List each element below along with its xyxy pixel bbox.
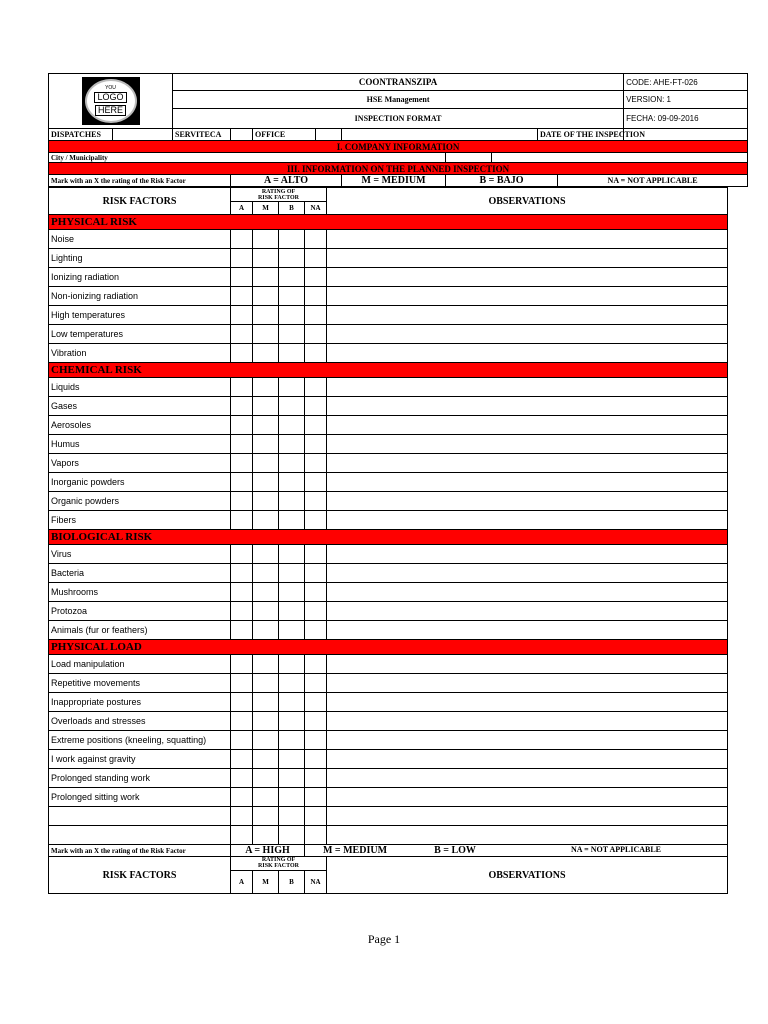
risk-item-label: Extreme positions (kneeling, squatting) — [49, 731, 231, 750]
risk-item-row — [49, 230, 728, 249]
rating-cell-na[interactable] — [305, 731, 327, 750]
rating-cell-m[interactable] — [253, 230, 279, 249]
office-field[interactable] — [316, 129, 342, 141]
rating-cell-na[interactable] — [305, 788, 327, 807]
risk-item-row — [49, 655, 728, 674]
observation-cell[interactable] — [327, 655, 728, 674]
rating-cell-m[interactable] — [253, 807, 279, 826]
rating-cell-na[interactable] — [305, 416, 327, 435]
observation-cell[interactable] — [327, 287, 728, 306]
rating-cell-m[interactable] — [253, 511, 279, 530]
rating-cell-a[interactable] — [231, 416, 253, 435]
section-header-row — [49, 640, 728, 655]
risk-item-label: Prolonged standing work — [49, 769, 231, 788]
observations-header-bottom: OBSERVATIONS — [327, 857, 728, 894]
rating-cell-m[interactable] — [253, 674, 279, 693]
observation-cell[interactable] — [327, 564, 728, 583]
risk-item-label: Aerosoles — [49, 416, 231, 435]
rating-cell-na[interactable] — [305, 826, 327, 845]
observation-cell[interactable] — [327, 826, 728, 845]
rating-cell-na[interactable] — [305, 769, 327, 788]
legend-bottom-rest — [305, 845, 728, 857]
col-a-header: A — [231, 202, 253, 215]
observation-cell[interactable] — [327, 712, 728, 731]
observation-cell[interactable] — [327, 674, 728, 693]
rating-cell-na[interactable] — [305, 378, 327, 397]
rating-cell-m[interactable] — [253, 416, 279, 435]
risk-item-label: Overloads and stresses — [49, 712, 231, 731]
logo-line2: HERE — [95, 105, 126, 116]
rating-cell-b[interactable] — [279, 344, 305, 363]
risk-item-row — [49, 769, 728, 788]
rating-cell-b[interactable] — [279, 378, 305, 397]
rating-cell-m[interactable] — [253, 693, 279, 712]
office-label: OFFICE — [253, 129, 316, 141]
observation-cell[interactable] — [327, 602, 728, 621]
legend-mark-text: Mark with an X the rating of the Risk Factor — [49, 175, 231, 187]
risk-item-label: Protozoa — [49, 602, 231, 621]
risk-item-row — [49, 750, 728, 769]
rating-cell-m[interactable] — [253, 287, 279, 306]
risk-item-label — [49, 826, 231, 845]
observation-cell[interactable] — [327, 693, 728, 712]
rating-header — [231, 188, 327, 202]
rating-cell-na[interactable] — [305, 750, 327, 769]
risk-item-row — [49, 344, 728, 363]
city-field[interactable] — [446, 153, 492, 163]
rating-cell-b[interactable] — [279, 473, 305, 492]
risk-item-label: Vibration — [49, 344, 231, 363]
company-info-header: I. COMPANY INFORMATION — [49, 141, 748, 153]
col-na-header-bottom: NA — [305, 870, 327, 893]
legend-bottom-b: B = LOW — [434, 845, 476, 856]
form-date: FECHA: 09-09-2016 — [624, 108, 748, 128]
inspection-form — [48, 73, 727, 894]
dispatches-label: DISPATCHES — [49, 129, 113, 141]
rating-cell-na[interactable] — [305, 807, 327, 826]
rating-cell-m[interactable] — [253, 473, 279, 492]
rating-cell-a[interactable] — [231, 511, 253, 530]
rating-cell-b[interactable] — [279, 674, 305, 693]
risk-item-row — [49, 545, 728, 564]
risk-item-label: Gases — [49, 397, 231, 416]
rating-cell-na[interactable] — [305, 693, 327, 712]
rating-cell-b[interactable] — [279, 602, 305, 621]
city-label: City / Municipality — [49, 153, 446, 163]
risk-item-row — [49, 306, 728, 325]
risk-item-row — [49, 378, 728, 397]
rating-cell-b[interactable] — [279, 249, 305, 268]
risk-item-row — [49, 492, 728, 511]
col-m-header-bottom: M — [253, 870, 279, 893]
rating-cell-m[interactable] — [253, 621, 279, 640]
risk-item-row — [49, 511, 728, 530]
rating-cell-a[interactable] — [231, 621, 253, 640]
col-a-header-bottom: A — [231, 870, 253, 893]
risk-item-row — [49, 435, 728, 454]
col-b-header-bottom: B — [279, 870, 305, 893]
rating-cell-a[interactable] — [231, 492, 253, 511]
legend-bottom-na: NA = NOT APPLICABLE — [571, 845, 661, 854]
observation-cell[interactable] — [327, 249, 728, 268]
risk-item-label: Ionizing radiation — [49, 268, 231, 287]
observation-cell[interactable] — [327, 731, 728, 750]
rating-cell-na[interactable] — [305, 397, 327, 416]
rating-cell-b[interactable] — [279, 564, 305, 583]
risk-item-row — [49, 693, 728, 712]
planned-inspection-header: III. INFORMATION ON THE PLANNED INSPECTION — [49, 163, 748, 175]
rating-cell-b[interactable] — [279, 621, 305, 640]
rating-cell-m[interactable] — [253, 788, 279, 807]
risk-item-row — [49, 621, 728, 640]
rating-cell-na[interactable] — [305, 325, 327, 344]
rating-cell-a[interactable] — [231, 712, 253, 731]
rating-cell-a[interactable] — [231, 344, 253, 363]
rating-cell-a[interactable] — [231, 268, 253, 287]
risk-item-row — [49, 416, 728, 435]
risk-item-label: Noise — [49, 230, 231, 249]
rating-cell-b[interactable] — [279, 325, 305, 344]
section-title: PHYSICAL LOAD — [49, 640, 728, 655]
risk-item-row — [49, 807, 728, 826]
rating-cell-a[interactable] — [231, 397, 253, 416]
rating-cell-a[interactable] — [231, 473, 253, 492]
form-version: VERSION: 1 — [624, 91, 748, 108]
rating-cell-m[interactable] — [253, 435, 279, 454]
observation-cell[interactable] — [327, 545, 728, 564]
risk-item-row — [49, 397, 728, 416]
observation-cell[interactable] — [327, 435, 728, 454]
observations-header: OBSERVATIONS — [327, 188, 728, 215]
rating-cell-na[interactable] — [305, 344, 327, 363]
section-header-row — [49, 363, 728, 378]
risk-item-label: Inappropriate postures — [49, 693, 231, 712]
risk-item-row — [49, 602, 728, 621]
rating-cell-na[interactable] — [305, 454, 327, 473]
risk-item-label: High temperatures — [49, 306, 231, 325]
logo-image — [82, 77, 140, 125]
rating-cell-a[interactable] — [231, 750, 253, 769]
section-header-row — [49, 215, 728, 230]
rating-cell-na[interactable] — [305, 564, 327, 583]
rating-cell-m[interactable] — [253, 492, 279, 511]
legend-m: M = MEDIUM — [342, 175, 446, 187]
rating-cell-m[interactable] — [253, 602, 279, 621]
risk-item-label: I work against gravity — [49, 750, 231, 769]
company-name: COONTRANSZIPA — [173, 74, 624, 91]
rating-cell-b[interactable] — [279, 731, 305, 750]
risk-item-label: Virus — [49, 545, 231, 564]
blank-info-cell[interactable] — [342, 129, 538, 141]
rating-cell-m[interactable] — [253, 268, 279, 287]
risk-item-row — [49, 788, 728, 807]
observation-cell[interactable] — [327, 397, 728, 416]
rating-cell-b[interactable] — [279, 268, 305, 287]
rating-cell-na[interactable] — [305, 287, 327, 306]
rating-cell-a[interactable] — [231, 564, 253, 583]
rating-cell-m[interactable] — [253, 564, 279, 583]
department-name: HSE Management — [173, 91, 624, 108]
risk-item-row — [49, 249, 728, 268]
rating-cell-na[interactable] — [305, 435, 327, 454]
risk-item-label: Vapors — [49, 454, 231, 473]
col-na-header: NA — [305, 202, 327, 215]
risk-item-row — [49, 712, 728, 731]
rating-cell-na[interactable] — [305, 511, 327, 530]
rating-cell-na[interactable] — [305, 674, 327, 693]
rating-cell-m[interactable] — [253, 826, 279, 845]
rating-cell-a[interactable] — [231, 306, 253, 325]
rating-cell-na[interactable] — [305, 655, 327, 674]
legend-a: A = ALTO — [231, 175, 342, 187]
observation-cell[interactable] — [327, 268, 728, 287]
rating-cell-b[interactable] — [279, 397, 305, 416]
rating-cell-na[interactable] — [305, 712, 327, 731]
risk-item-label: Load manipulation — [49, 655, 231, 674]
rating-cell-na[interactable] — [305, 249, 327, 268]
risk-item-row — [49, 325, 728, 344]
risk-item-row — [49, 454, 728, 473]
rating-cell-na[interactable] — [305, 545, 327, 564]
rating-cell-a[interactable] — [231, 287, 253, 306]
rating-cell-na[interactable] — [305, 473, 327, 492]
legend-bottom-m: M = MEDIUM — [322, 845, 388, 856]
rating-cell-na[interactable] — [305, 306, 327, 325]
observation-cell[interactable] — [327, 807, 728, 826]
observation-cell[interactable] — [327, 511, 728, 530]
rating-cell-na[interactable] — [305, 230, 327, 249]
risk-item-label: Non-ionizing radiation — [49, 287, 231, 306]
serviteca-label: SERVITECA — [173, 129, 231, 141]
rating-cell-m[interactable] — [253, 731, 279, 750]
risk-item-label: Low temperatures — [49, 325, 231, 344]
observation-cell[interactable] — [327, 378, 728, 397]
legend-na: NA = NOT APPLICABLE — [558, 175, 748, 187]
rating-cell-b[interactable] — [279, 712, 305, 731]
form-title: INSPECTION FORMAT — [173, 108, 624, 128]
rating-cell-m[interactable] — [253, 397, 279, 416]
rating-cell-na[interactable] — [305, 268, 327, 287]
rating-cell-a[interactable] — [231, 674, 253, 693]
rating-cell-m[interactable] — [253, 454, 279, 473]
observation-cell[interactable] — [327, 769, 728, 788]
rating-cell-na[interactable] — [305, 492, 327, 511]
risk-item-row — [49, 731, 728, 750]
rating-cell-m[interactable] — [253, 712, 279, 731]
rating-cell-m[interactable] — [253, 769, 279, 788]
risk-item-label: Prolonged sitting work — [49, 788, 231, 807]
col-b-header: B — [279, 202, 305, 215]
observation-cell[interactable] — [327, 416, 728, 435]
observation-cell[interactable] — [327, 492, 728, 511]
observation-cell[interactable] — [327, 230, 728, 249]
risk-item-label: Lighting — [49, 249, 231, 268]
rating-header-line2: RISK FACTOR — [258, 194, 299, 201]
risk-item-label: Organic powders — [49, 492, 231, 511]
observation-cell[interactable] — [327, 788, 728, 807]
observation-cell[interactable] — [327, 454, 728, 473]
rating-cell-a[interactable] — [231, 378, 253, 397]
rating-cell-a[interactable] — [231, 693, 253, 712]
rating-cell-b[interactable] — [279, 511, 305, 530]
rating-cell-m[interactable] — [253, 325, 279, 344]
rating-cell-a[interactable] — [231, 807, 253, 826]
risk-item-row — [49, 583, 728, 602]
rating-cell-m[interactable] — [253, 378, 279, 397]
risk-item-row — [49, 674, 728, 693]
rating-cell-b[interactable] — [279, 807, 305, 826]
risk-item-label: Inorganic powders — [49, 473, 231, 492]
rating-cell-a[interactable] — [231, 230, 253, 249]
city-blank — [492, 153, 748, 163]
rating-cell-b[interactable] — [279, 750, 305, 769]
serviteca-field[interactable] — [231, 129, 253, 141]
rating-header-bottom-line1: RATING OF — [261, 857, 296, 864]
risk-factors-header-bottom: RISK FACTORS — [49, 857, 231, 894]
rating-cell-m[interactable] — [253, 344, 279, 363]
rating-cell-a[interactable] — [231, 249, 253, 268]
rating-cell-b[interactable] — [279, 826, 305, 845]
risk-factors-header: RISK FACTORS — [49, 188, 231, 215]
risk-item-row — [49, 287, 728, 306]
observation-cell[interactable] — [327, 306, 728, 325]
observation-cell[interactable] — [327, 621, 728, 640]
rating-cell-a[interactable] — [231, 325, 253, 344]
observation-cell[interactable] — [327, 750, 728, 769]
legend-bottom-mark: Mark with an X the rating of the Risk Factor — [49, 845, 231, 857]
observation-cell[interactable] — [327, 325, 728, 344]
section-title: BIOLOGICAL RISK — [49, 530, 728, 545]
rating-cell-m[interactable] — [253, 655, 279, 674]
risk-item-row — [49, 564, 728, 583]
rating-cell-a[interactable] — [231, 454, 253, 473]
rating-cell-a[interactable] — [231, 545, 253, 564]
form-table — [48, 73, 748, 187]
rating-cell-a[interactable] — [231, 655, 253, 674]
logo-you-text: YOU — [105, 84, 116, 91]
risk-item-label: Repetitive movements — [49, 674, 231, 693]
observation-cell[interactable] — [327, 473, 728, 492]
section-title: PHYSICAL RISK — [49, 215, 728, 230]
rating-cell-b[interactable] — [279, 435, 305, 454]
section-header-row — [49, 530, 728, 545]
risk-item-label: Mushrooms — [49, 583, 231, 602]
risk-table — [48, 187, 728, 894]
risk-item-label: Bacteria — [49, 564, 231, 583]
rating-header-bottom — [231, 857, 327, 871]
rating-cell-a[interactable] — [231, 435, 253, 454]
risk-item-label — [49, 807, 231, 826]
logo-cell — [49, 74, 173, 129]
rating-cell-m[interactable] — [253, 306, 279, 325]
dispatches-field[interactable] — [113, 129, 173, 141]
rating-cell-m[interactable] — [253, 750, 279, 769]
rating-cell-a[interactable] — [231, 731, 253, 750]
legend-bottom-a: A = HIGH — [231, 845, 305, 857]
rating-cell-na[interactable] — [305, 621, 327, 640]
rating-cell-b[interactable] — [279, 454, 305, 473]
risk-item-label: Humus — [49, 435, 231, 454]
risk-item-row — [49, 826, 728, 845]
risk-body — [49, 215, 728, 845]
inspection-date-label: DATE OF THE INSPECTION — [538, 129, 624, 141]
rating-cell-a[interactable] — [231, 583, 253, 602]
rating-cell-a[interactable] — [231, 602, 253, 621]
legend-b: B = BAJO — [446, 175, 558, 187]
col-m-header: M — [253, 202, 279, 215]
observation-cell[interactable] — [327, 583, 728, 602]
logo-line1: LOGO — [94, 92, 126, 103]
rating-cell-m[interactable] — [253, 545, 279, 564]
rating-cell-b[interactable] — [279, 545, 305, 564]
rating-cell-b[interactable] — [279, 306, 305, 325]
risk-item-label: Animals (fur or feathers) — [49, 621, 231, 640]
page-number: Page 1 — [367, 932, 401, 946]
rating-cell-b[interactable] — [279, 230, 305, 249]
risk-item-label: Fibers — [49, 511, 231, 530]
rating-cell-a[interactable] — [231, 788, 253, 807]
rating-cell-na[interactable] — [305, 602, 327, 621]
section-title: CHEMICAL RISK — [49, 363, 728, 378]
rating-cell-a[interactable] — [231, 826, 253, 845]
rating-cell-na[interactable] — [305, 583, 327, 602]
rating-header-bottom-line2: RISK FACTOR — [258, 863, 299, 870]
risk-item-row — [49, 473, 728, 492]
rating-cell-b[interactable] — [279, 583, 305, 602]
risk-item-label: Liquids — [49, 378, 231, 397]
rating-cell-b[interactable] — [279, 769, 305, 788]
rating-header-line1: RATING OF — [261, 188, 296, 195]
rating-cell-b[interactable] — [279, 492, 305, 511]
rating-cell-a[interactable] — [231, 769, 253, 788]
rating-cell-b[interactable] — [279, 693, 305, 712]
rating-cell-b[interactable] — [279, 655, 305, 674]
rating-cell-m[interactable] — [253, 249, 279, 268]
rating-cell-b[interactable] — [279, 416, 305, 435]
rating-cell-m[interactable] — [253, 583, 279, 602]
risk-item-row — [49, 268, 728, 287]
observation-cell[interactable] — [327, 344, 728, 363]
rating-cell-b[interactable] — [279, 788, 305, 807]
rating-cell-b[interactable] — [279, 287, 305, 306]
form-code: CODE: AHE-FT-026 — [624, 74, 748, 91]
